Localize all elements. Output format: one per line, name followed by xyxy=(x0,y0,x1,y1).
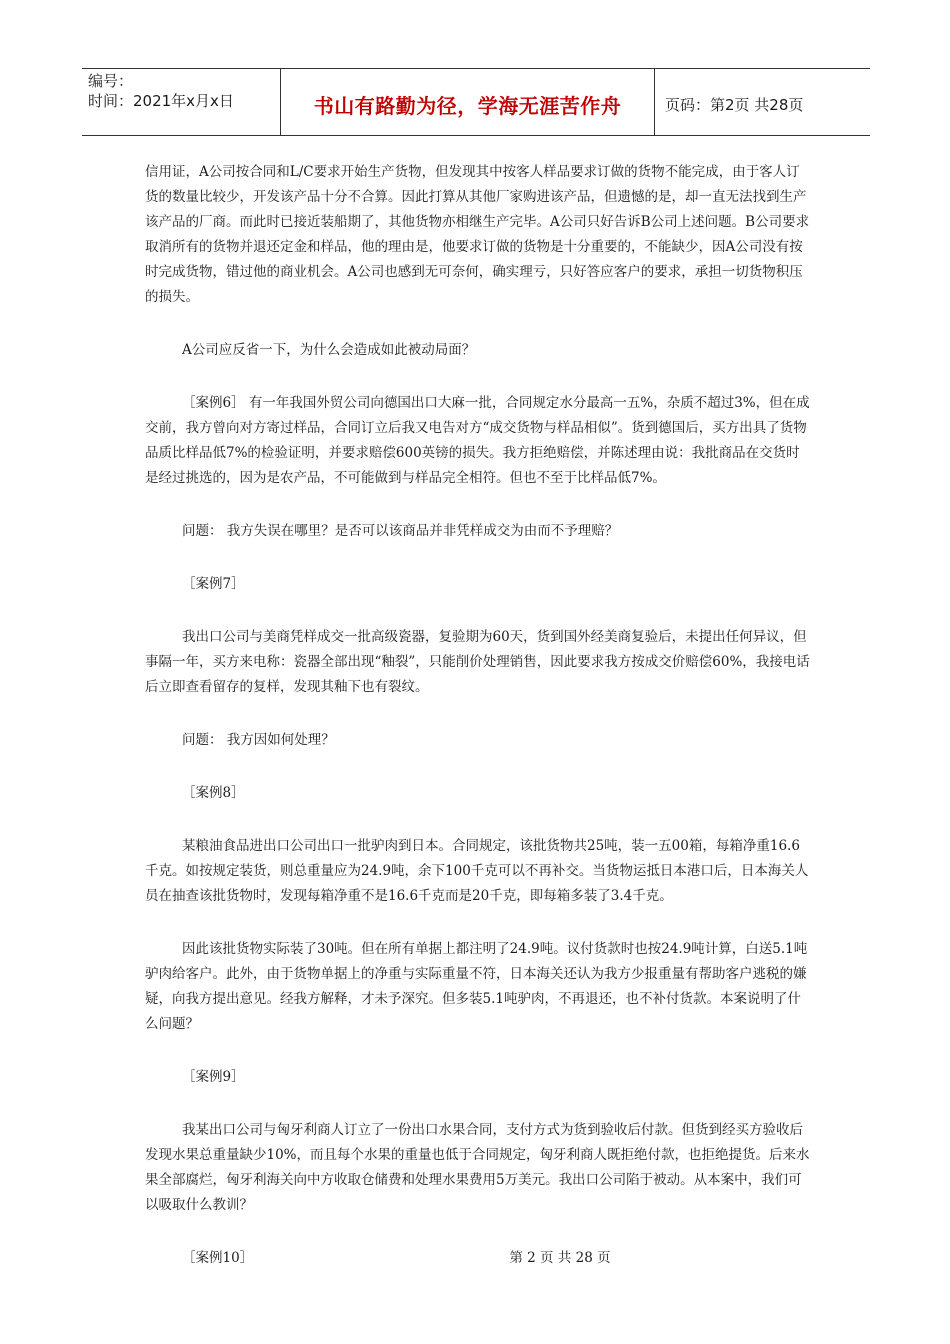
paragraph-case5-text: 信用证，A公司按合同和L/C要求开始生产货物，但发现其中按客人样品要求订做的货物不能完成，由于客人订货的数量比较少，开发该产品十分不合算。因此打算从其他厂家购进该产品，但遗憾的是，却一直无法找到生产该产品的厂商。而此时已接近装船期了，其他货物亦相继生产完毕。A公司只好告诉B公司上述问题。B公司要求取消所有的货物并退还定金和样品，他的理由是，他要求订做的货物是十分重要的，不能缺少，因A公司没有按时完成货物，错过他的商业机会。A公司也感到无可奈何，确实理亏，只好答应客户的要求，承担一切货物积压的损失。 xyxy=(145,164,810,305)
case7-heading: ［案例7］ xyxy=(182,576,245,592)
paragraph-case7-question: 问题： 我方因如何处理？ xyxy=(182,732,335,748)
paragraph-case9-text: 我某出口公司与匈牙利商人订立了一份出口水果合同，支付方式为货到验收后付款。但货到经买方验收后发现水果总重量缺少10%，而且每个水果的重量也低于合同规定，匈牙利商人既拒绝付款，也拒绝提货。后来水果全部腐烂，匈牙利海关向中方收取仓储费和处理水果费用5万美元。我出口公司陷于被动。从本案中，我们可以吸取什么教训？ xyxy=(145,1122,810,1213)
header-page-info: 页码：第2页 共28页 xyxy=(665,95,804,114)
document-date-label: 时间：2021年x月x日 xyxy=(88,92,234,110)
case10-heading: ［案例10］ xyxy=(182,1250,254,1266)
paragraph-case8-text: 某粮油食品进出口公司出口一批驴肉到日本。合同规定，该批货物共25吨，装一五00箱，每箱净重16.6千克。如按规定装货，则总重量应为24.9吨，余下100千克可以不再补交。当货物运抵日本港口后，日本海关人员在抽查该批货物时，发现每箱净重不是16.6千克而是20千克，即每箱多装了3.4千克。 xyxy=(145,838,809,904)
paragraph-case6-question: 问题： 我方失误在哪里？是否可以该商品并非凭样成交为由而不予理赔？ xyxy=(182,523,619,539)
page-footer: 第 2 页 共 28 页 xyxy=(509,1250,611,1266)
paragraph-case6-text: ［案例6］ 有一年我国外贸公司向德国出口大麻一批，合同规定水分最高一五%，杂质不超过3%，但在成交前，我方曾向对方寄过样品，合同订立后我又电告对方“成交货物与样品相似”。货到德国后，买方出具了货物品质比样品低7%的检验证明，并要求赔偿600英镑的损失。我方拒绝赔偿，并陈述理由说：我批商品在交货时是经过挑选的，因为是农产品，不可能做到与样品完全相符。但也不至于比样品低7%。 xyxy=(145,395,810,486)
paragraph-case5-question: A公司应反省一下，为什么会造成如此被动局面？ xyxy=(182,342,476,358)
paragraph-case7-text: 我出口公司与美商凭样成交一批高级瓷器，复验期为60天，货到国外经美商复验后，未提出任何异议，但事隔一年，买方来电称：瓷器全部出现“釉裂”，只能削价处理销售，因此要求我方按成交价赔偿60%，我接电话后立即查看留存的复样，发现其釉下也有裂纹。 xyxy=(145,629,810,695)
header-motto: 书山有路勤为径，学海无涯苦作舟 xyxy=(281,69,655,135)
paragraph-case8-continued: 因此该批货物实际装了30吨。但在所有单据上都注明了24.9吨。议付货款时也按24.9吨计算，白送5.1吨驴肉给客户。此外，由于货物单据上的净重与实际重量不符，日本海关还认为我方少报重量有帮助客户逃税的嫌疑，向我方提出意见。经我方解释，才未予深究。但多装5.1吨驴肉，不再退还，也不补付货款。本案说明了什么问题？ xyxy=(145,941,808,1032)
case8-heading: ［案例8］ xyxy=(182,785,245,801)
document-body xyxy=(145,160,813,1271)
document-number-label: 编号： xyxy=(88,72,134,90)
header-info-cell xyxy=(82,69,281,135)
case9-heading: ［案例9］ xyxy=(182,1069,245,1085)
page-header xyxy=(82,68,870,136)
